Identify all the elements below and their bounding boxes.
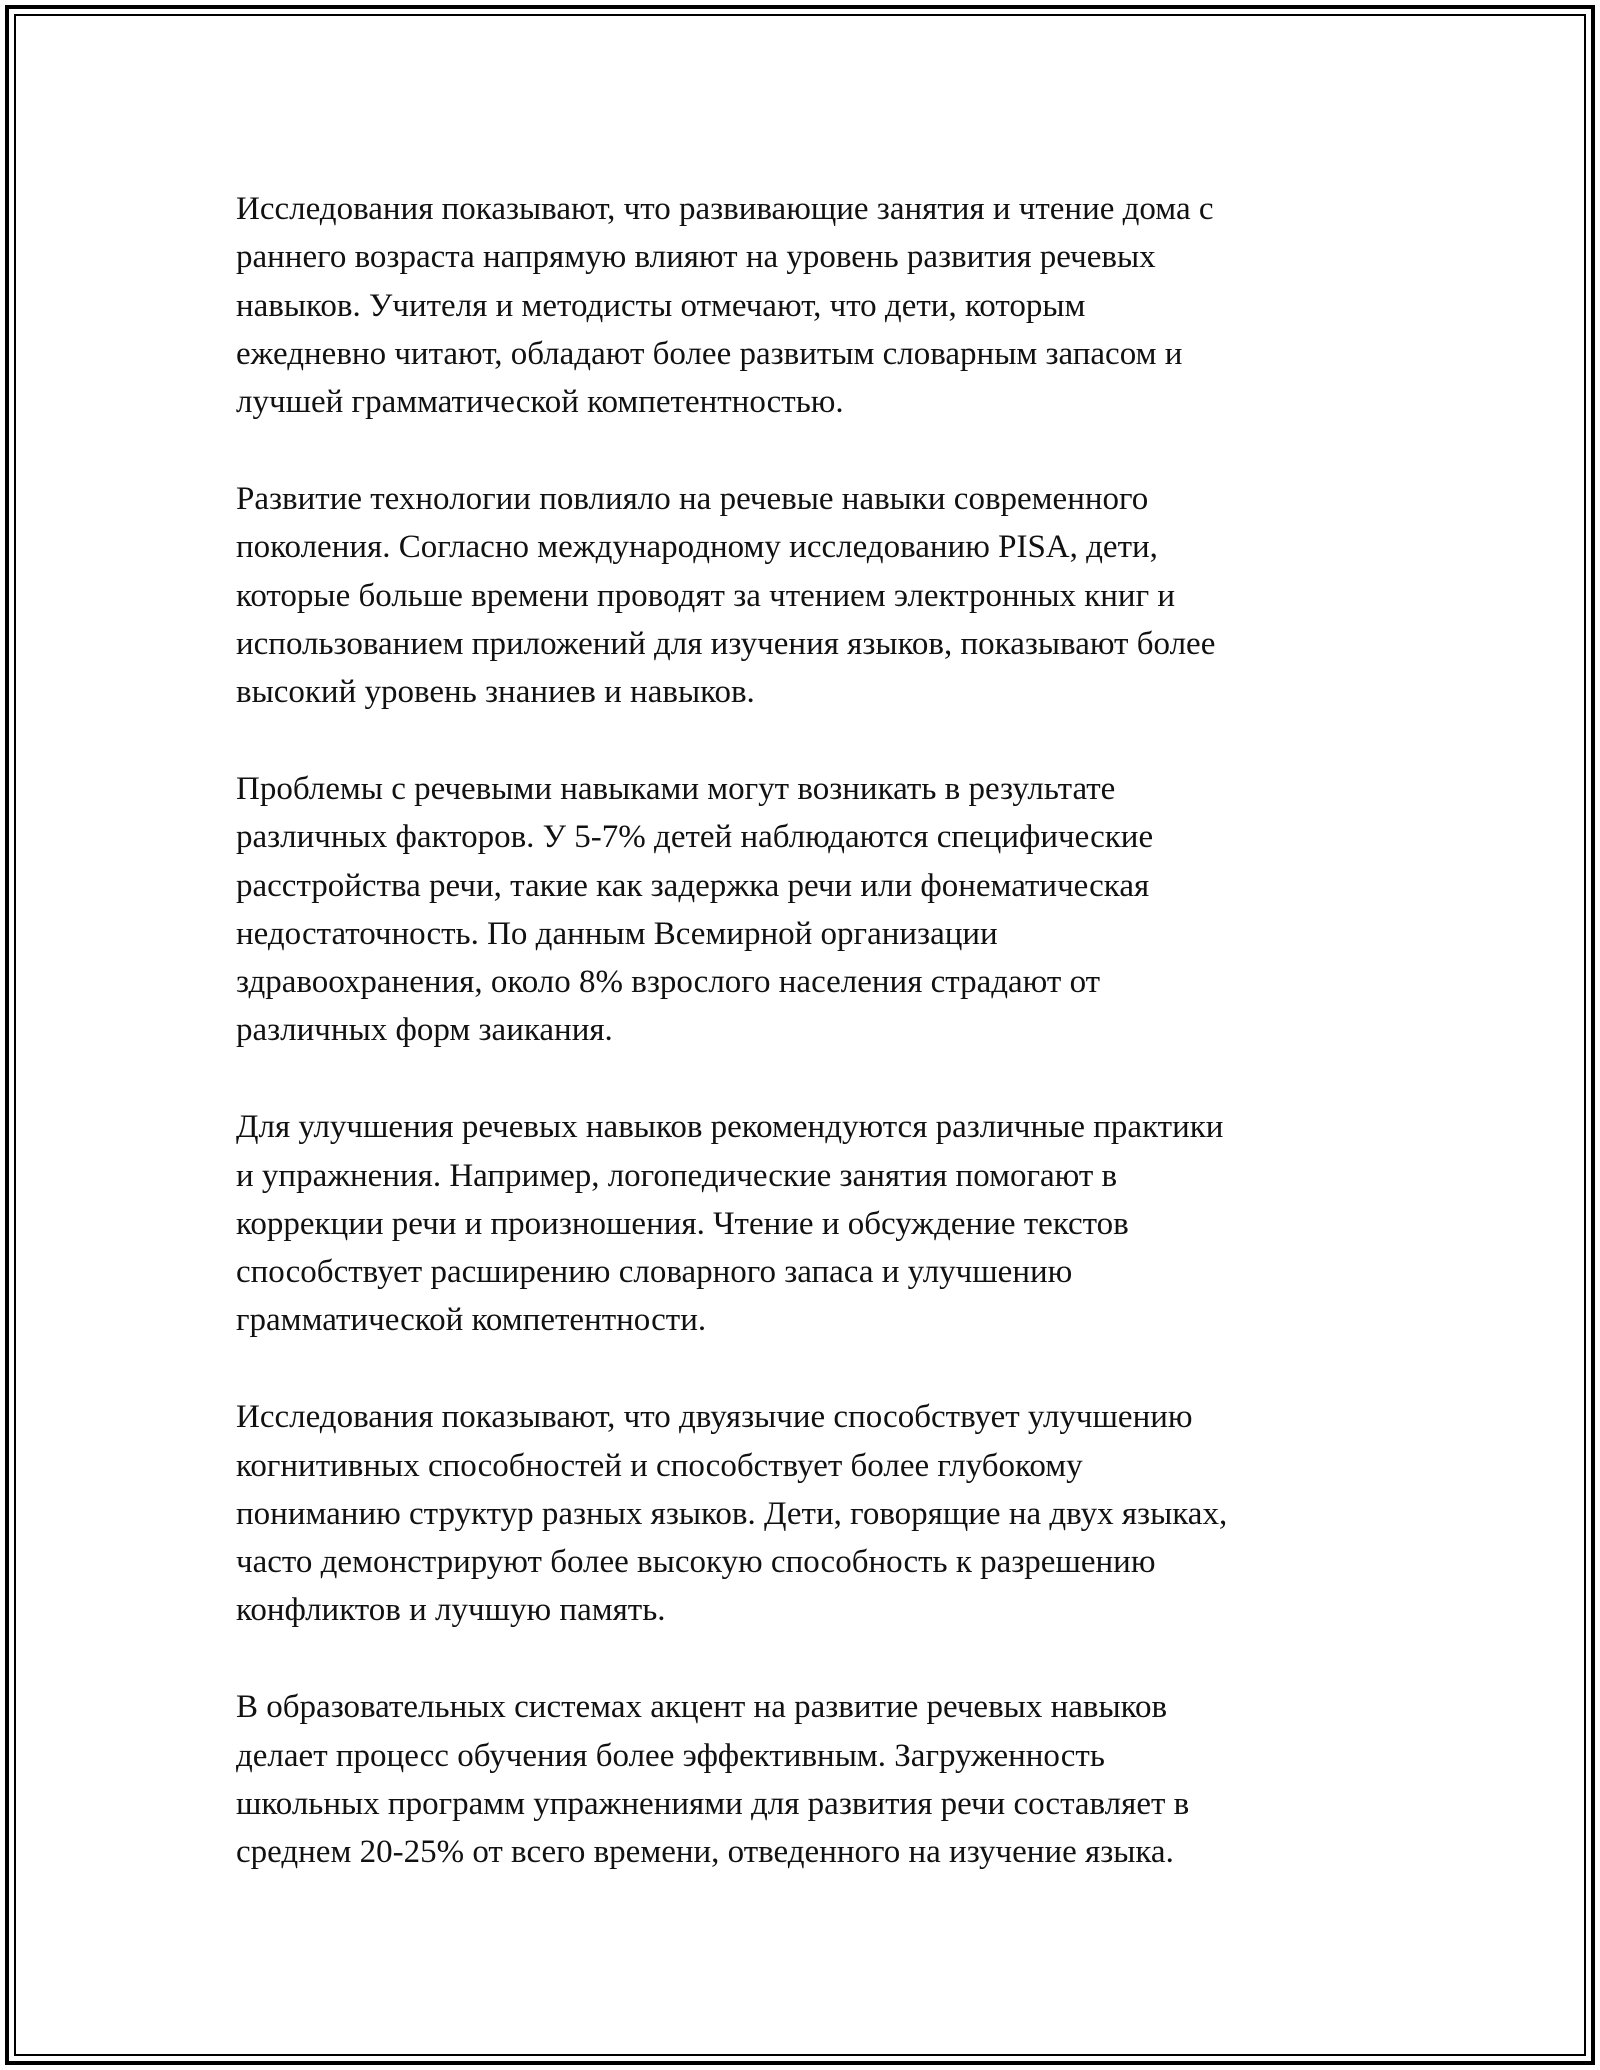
text-line: В образовательных системах акцент на развитие речевых навыков (236, 1689, 1168, 1726)
text-line: Исследования показывают, что развивающие занятия и чтение дома с (236, 191, 1214, 227)
text-line: Для улучшения речевых навыков рекомендуются различные практики (236, 1109, 1224, 1146)
text-line: лучшей грамматической компетентностью. (236, 384, 844, 421)
paragraph-5 (236, 1393, 1366, 1634)
text-line: высокий уровень знаниев и навыков. (236, 674, 755, 711)
paragraph-1 (236, 185, 1366, 426)
text-line: расстройства речи, такие как задержка речи или фонематическая (236, 867, 1150, 904)
paragraph-4 (236, 1103, 1366, 1344)
text-line: часто демонстрируют более высокую способность к разрешению (236, 1544, 1156, 1581)
text-line: способствует расширению словарного запаса и улучшению (236, 1254, 1073, 1291)
text-line: конфликтов и лучшую память. (236, 1592, 666, 1629)
text-line: недостаточность. По данным Всемирной организации (236, 915, 998, 952)
document-body (236, 185, 1366, 1876)
text-line: различных факторов. У 5-7% детей наблюдаются специфические (236, 819, 1154, 856)
text-line: использованием приложений для изучения языков, показывают более (236, 625, 1216, 662)
text-line: ежедневно читают, обладают более развитым словарным запасом и (236, 335, 1183, 372)
text-line: грамматической компетентности. (236, 1302, 707, 1339)
text-line: навыков. Учителя и методисты отмечают, что дети, которым (236, 287, 1086, 324)
paragraph-3 (236, 765, 1366, 1055)
paragraph-6 (236, 1683, 1366, 1876)
text-line: школьных программ упражнениями для развития речи составляет в (236, 1785, 1190, 1822)
paragraph-2 (236, 475, 1366, 716)
text-line: делает процесс обучения более эффективным. Загруженность (236, 1737, 1105, 1774)
text-line: пониманию структур разных языков. Дети, говорящие на двух языках, (236, 1495, 1228, 1532)
text-line: которые больше времени проводят за чтением электронных книг и (236, 577, 1176, 614)
text-line: Развитие технологии повлияло на речевые навыки современного (236, 480, 1149, 517)
text-line: раннего возраста напрямую влияют на уровень развития речевых (236, 239, 1156, 276)
text-line: и упражнения. Например, логопедические занятия помогают в (236, 1157, 1118, 1194)
text-line: различных форм заикания. (236, 1012, 613, 1049)
text-line: коррекции речи и произношения. Чтение и обсуждение текстов (236, 1205, 1129, 1242)
text-line: Проблемы с речевыми навыками могут возникать в результате (236, 770, 1116, 807)
text-line: Исследования показывают, что двуязычие способствует улучшению (236, 1399, 1193, 1436)
text-line: среднем 20-25% от всего времени, отведенного на изучение языка. (236, 1834, 1174, 1871)
text-line: поколения. Согласно международному исследованию PISA, дети, (236, 529, 1158, 566)
text-line: когнитивных способностей и способствует более глубокому (236, 1447, 1083, 1484)
text-line: здравоохранения, около 8% взрослого населения страдают от (236, 964, 1101, 1001)
